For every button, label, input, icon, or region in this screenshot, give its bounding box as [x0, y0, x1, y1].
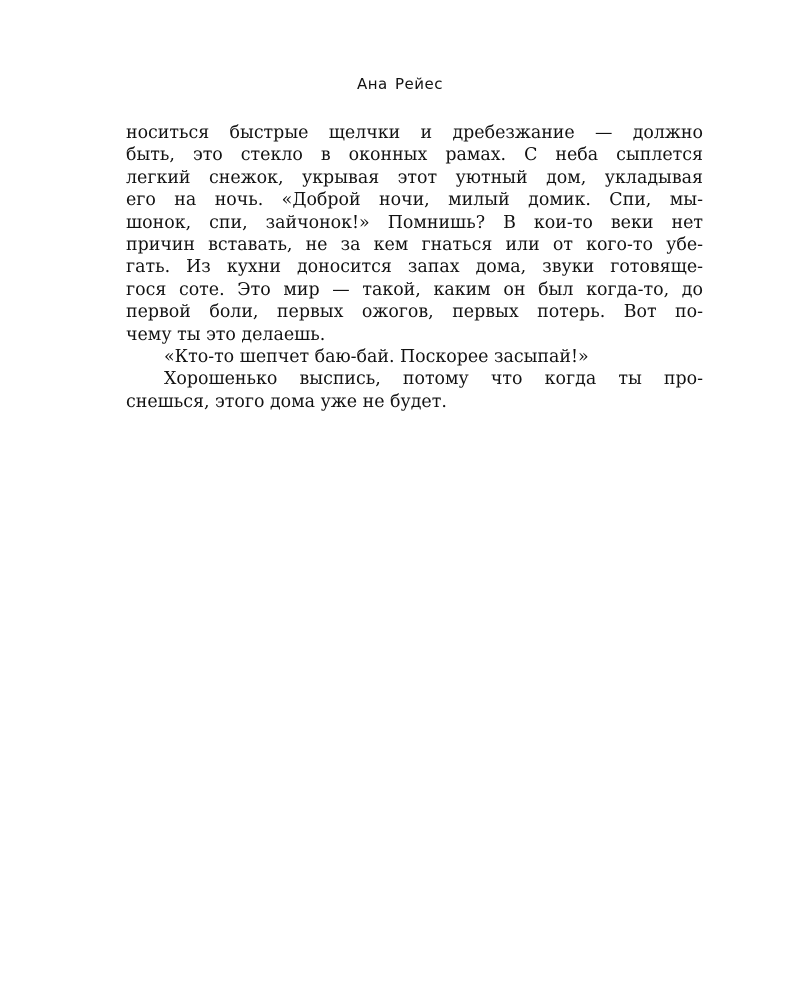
text-line: легкий снежок, укрывая этот уютный дом, укладывая — [126, 167, 703, 188]
text-line: снешься, этого дома уже не будет. — [126, 391, 447, 412]
text-line: носиться быстрые щелчки и дребезжание — должно — [126, 123, 703, 143]
text-line: чему ты это делаешь. — [126, 324, 326, 345]
body-text — [126, 122, 703, 413]
text-line: Хорошенько выспись, потому что когда ты про- — [164, 369, 703, 390]
running-head-author: Ана Рейес — [356, 75, 444, 93]
text-line: шонок, спи, зайчонок!» Помнишь? В кои-то веки нет — [126, 212, 703, 233]
text-line: причин вставать, не за кем гнаться или от кого-то убе- — [126, 234, 703, 255]
text-line: гать. Из кухни доносится запах дома, звуки готовяще- — [126, 257, 703, 278]
text-line: его на ночь. «Доброй ночи, милый домик. Спи, мы- — [126, 190, 703, 211]
text-line: быть, это стекло в оконных рамах. С неба сыплется — [126, 145, 703, 166]
text-line: первой боли, первых ожогов, первых потерь. Вот по- — [126, 302, 703, 323]
text-line: гося соте. Это мир — такой, каким он был когда-то, до — [126, 279, 703, 300]
text-line-quote: «Кто-то шепчет баю-бай. Поскорее засыпай!» — [164, 346, 589, 367]
